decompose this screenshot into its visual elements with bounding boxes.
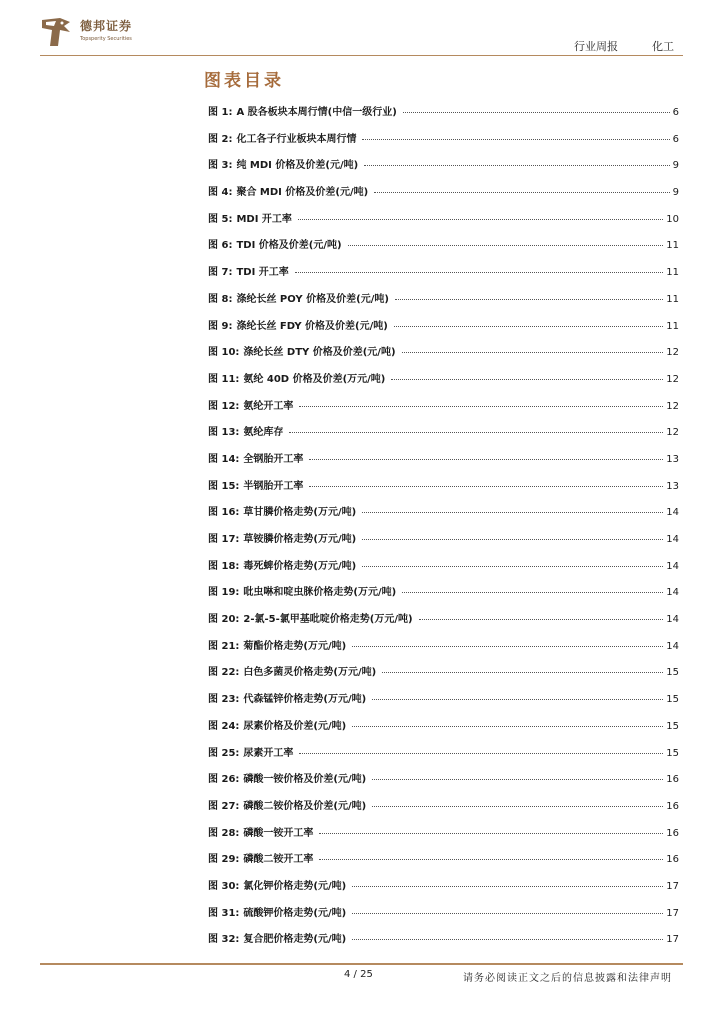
toc-entry-page: 11 [666,240,679,252]
toc-leader-dots [309,459,663,460]
toc-entry-label: 代森锰锌价格走势(万元/吨) [243,694,367,706]
toc-leader-dots [362,539,663,540]
toc-entry[interactable] [208,450,679,477]
toc-entry[interactable] [208,370,679,397]
toc-entry[interactable] [208,530,679,557]
toc-entry-number: 图 17: [208,534,240,545]
toc-entry-page: 14 [666,560,679,572]
toc-entry-label: 磷酸一铵价格及价差(元/吨) [243,774,367,786]
toc-leader-dots [348,245,664,246]
toc-entry-label: 全钢胎开工率 [243,453,304,465]
toc-entry[interactable] [208,637,679,664]
toc-entry[interactable] [208,236,679,263]
toc-entry-label: 涤纶长丝 POY 价格及价差(元/吨) [236,293,389,305]
toc-entry-label: 氨纶 40D 价格及价差(万元/吨) [243,373,386,385]
toc-entry-number: 图 22: [208,667,240,679]
toc-entry-label: 吡虫啉和啶虫脒价格走势(万元/吨) [243,587,397,599]
toc-leader-dots [299,753,663,754]
toc-entry[interactable] [208,210,679,237]
toc-entry-label: 尿素价格及价差(元/吨) [243,720,347,732]
toc-entry-number: 图 3: [208,160,233,172]
page-number: 4 / 25 [344,969,373,980]
toc-entry[interactable] [208,824,679,851]
toc-entry-number: 图 1: [208,107,233,118]
toc-entry-number: 图 14: [208,453,240,465]
logo-en-text: Topsperity Securities [80,36,132,42]
toc-entry-number: 图 31: [208,907,240,919]
toc-leader-dots [352,646,663,647]
toc-entry-label: 磷酸二铵价格及价差(元/吨) [243,800,367,812]
toc-leader-dots [298,219,663,220]
toc-entry-number: 图 8: [208,293,233,305]
company-logo [40,16,140,50]
toc-title: 图表目录 [204,71,284,91]
toc-entry[interactable] [208,103,679,130]
toc-leader-dots [352,726,663,727]
toc-entry-number: 图 32: [208,934,240,946]
toc-entry[interactable] [208,744,679,771]
toc-entry-page: 13 [666,453,679,465]
header-right [574,38,674,54]
toc-entry-label: 复合肥价格走势(元/吨) [243,934,347,946]
toc-leader-dots [394,326,663,327]
toc-entry-page: 15 [666,720,679,732]
toc-entry-page: 12 [666,347,679,359]
toc-entry-number: 图 6: [208,240,233,252]
toc-entry[interactable] [208,503,679,530]
toc-leader-dots [309,486,663,487]
toc-entry-label: 纯 MDI 价格及价差(元/吨) [236,160,359,172]
toc-entry-number: 图 7: [208,267,233,279]
toc-entry-label: 氨纶库存 [243,427,284,439]
toc-entry-label: 2-氯-5-氯甲基吡啶价格走势(万元/吨) [243,614,413,626]
toc-entry-number: 图 19: [208,587,240,599]
toc-entry-number: 图 25: [208,747,240,759]
toc-entry-page: 15 [666,667,679,679]
toc-entry[interactable] [208,130,679,157]
toc-list [208,103,679,957]
toc-entry-number: 图 12: [208,400,240,412]
toc-leader-dots [372,779,663,780]
toc-leader-dots [352,886,663,887]
toc-entry[interactable] [208,423,679,450]
toc-entry-page: 16 [666,827,679,839]
page-header [0,0,724,60]
toc-leader-dots [395,299,663,300]
toc-entry-number: 图 10: [208,347,240,359]
toc-entry-page: 9 [672,187,679,199]
toc-entry-number: 图 27: [208,800,240,812]
toc-entry-page: 11 [666,267,679,279]
toc-entry-number: 图 30: [208,880,240,892]
toc-entry-label: 氯化钾价格走势(元/吨) [243,880,347,892]
toc-entry-page: 13 [666,480,679,492]
toc-leader-dots [319,833,663,834]
toc-entry-page: 9 [672,160,679,172]
toc-entry-page: 14 [666,614,679,626]
toc-entry-page: 16 [666,774,679,786]
toc-entry-label: 磷酸一铵开工率 [243,827,314,839]
toc-entry-label: 菊酯价格走势(万元/吨) [243,640,347,652]
report-type: 行业周报 [574,40,618,53]
toc-entry-label: A 股各板块本周行情(中信一级行业) [236,107,397,118]
toc-entry-number: 图 26: [208,774,240,786]
toc-entry-page: 12 [666,400,679,412]
toc-entry-number: 图 18: [208,560,240,572]
toc-entry[interactable] [208,263,679,290]
toc-entry-label: 涤纶长丝 DTY 价格及价差(元/吨) [243,347,396,359]
toc-entry-page: 6 [672,107,679,118]
toc-entry-page: 12 [666,427,679,439]
logo-mark-icon [40,16,74,48]
toc-entry[interactable] [208,850,679,877]
toc-entry-number: 图 15: [208,480,240,492]
toc-entry[interactable] [208,317,679,344]
toc-entry[interactable] [208,690,679,717]
toc-leader-dots [352,913,663,914]
logo-cn-text: 德邦证券 [80,19,133,33]
toc-entry-label: 半钢胎开工率 [243,480,304,492]
toc-leader-dots [372,699,663,700]
toc-entry-page: 6 [672,133,679,145]
toc-entry[interactable] [208,904,679,931]
toc-leader-dots [364,165,669,166]
toc-entry-page: 14 [666,640,679,652]
toc-entry-page: 11 [666,293,679,305]
toc-entry-page: 12 [666,373,679,385]
toc-entry[interactable] [208,343,679,370]
toc-entry-label: 毒死蜱价格走势(万元/吨) [243,560,357,572]
toc-entry[interactable] [208,156,679,183]
toc-leader-dots [319,859,663,860]
toc-entry[interactable] [208,797,679,824]
toc-leader-dots [419,619,664,620]
toc-entry-page: 17 [666,907,679,919]
toc-entry-label: 草铵膦价格走势(万元/吨) [243,534,357,545]
toc-entry[interactable] [208,770,679,797]
toc-leader-dots [362,566,663,567]
toc-entry[interactable] [208,583,679,610]
toc-leader-dots [374,192,669,193]
toc-entry-page: 16 [666,800,679,812]
toc-entry[interactable] [208,930,679,957]
toc-leader-dots [352,939,663,940]
toc-entry[interactable] [208,663,679,690]
toc-entry-number: 图 5: [208,213,233,225]
toc-entry-label: 草甘膦价格走势(万元/吨) [243,507,357,519]
toc-entry-number: 图 4: [208,187,233,199]
toc-entry-label: TDI 价格及价差(元/吨) [236,240,342,252]
toc-entry-page: 14 [666,507,679,519]
toc-entry[interactable] [208,717,679,744]
toc-leader-dots [403,112,670,113]
toc-entry-label: 氨纶开工率 [243,400,294,412]
toc-leader-dots [382,672,663,673]
toc-leader-dots [391,379,663,380]
toc-entry-number: 图 28: [208,827,240,839]
toc-entry-label: TDI 开工率 [236,267,289,279]
toc-entry-page: 15 [666,694,679,706]
toc-entry-number: 图 20: [208,614,240,626]
footer-rule [40,963,683,965]
toc-entry-number: 图 24: [208,720,240,732]
toc-entry-page: 17 [666,880,679,892]
toc-entry-page: 14 [666,534,679,545]
toc-entry[interactable] [208,183,679,210]
toc-leader-dots [402,592,663,593]
toc-entry[interactable] [208,477,679,504]
toc-entry-label: MDI 开工率 [236,213,292,225]
toc-entry-label: 聚合 MDI 价格及价差(元/吨) [236,187,369,199]
toc-entry[interactable] [208,397,679,424]
toc-entry-number: 图 29: [208,854,240,866]
header-rule [40,55,683,56]
toc-entry-label: 尿素开工率 [243,747,294,759]
toc-entry[interactable] [208,290,679,317]
toc-entry-number: 图 16: [208,507,240,519]
toc-leader-dots [372,806,663,807]
toc-entry-page: 15 [666,747,679,759]
toc-entry-label: 白色多菌灵价格走势(万元/吨) [243,667,377,679]
industry-name: 化工 [652,40,674,53]
toc-leader-dots [295,272,663,273]
toc-entry-page: 14 [666,587,679,599]
toc-leader-dots [289,432,663,433]
toc-entry-label: 涤纶长丝 FDY 价格及价差(元/吨) [236,320,388,332]
toc-entry-label: 化工各子行业板块本周行情 [236,133,357,145]
toc-entry-label: 磷酸二铵开工率 [243,854,314,866]
toc-leader-dots [299,406,663,407]
toc-entry-number: 图 2: [208,133,233,145]
toc-entry-page: 17 [666,934,679,946]
toc-entry-page: 11 [666,320,679,332]
toc-leader-dots [362,139,669,140]
toc-entry-label: 硫酸钾价格走势(元/吨) [243,907,347,919]
toc-entry-number: 图 21: [208,640,240,652]
toc-entry-number: 图 23: [208,694,240,706]
toc-entry-number: 图 11: [208,373,240,385]
toc-entry-number: 图 13: [208,427,240,439]
footer-disclaimer: 请务必阅读正文之后的信息披露和法律声明 [463,973,672,984]
toc-entry-page: 10 [666,213,679,225]
toc-leader-dots [402,352,664,353]
toc-leader-dots [362,512,663,513]
toc-entry[interactable] [208,610,679,637]
toc-entry-number: 图 9: [208,320,233,332]
toc-entry[interactable] [208,877,679,904]
toc-entry-page: 16 [666,854,679,866]
toc-entry[interactable] [208,557,679,584]
